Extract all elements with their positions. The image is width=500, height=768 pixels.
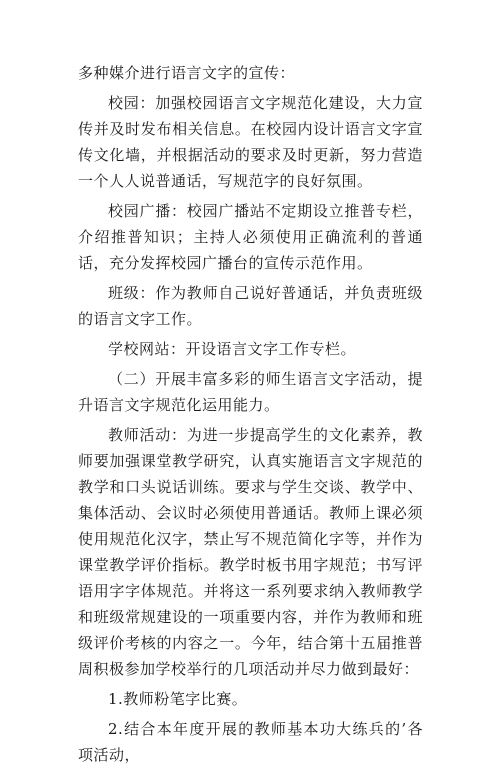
list-item-chalk-calligraphy: 1.教师粉笔字比赛。 [108, 690, 248, 708]
paragraph-class: 班级：作为教师自己说好普通话，并负责班级的语言文字工作。 [78, 284, 423, 328]
paragraph-campus: 校园：加强校园语言文字规范化建设，大力宣传并及时发布相关信息。在校园内设计语言文字宣传文化墙，并根据活动的要求及时更新，努力营造一个人人说普通话，写规范字的良好氛围。 [78, 94, 423, 190]
list-item-basic-skills: 2.结合本年度开展的教师基本功大练兵的’各项活动， [78, 720, 423, 764]
paragraph-campus-broadcast: 校园广播：校园广播站不定期设立推普专栏，介绍推普知识；主持人必须使用正确流利的普通话，充分发挥校园广播台的宣传示范作用。 [78, 202, 423, 272]
paragraph-school-website: 学校网站：开设语言文字工作专栏。 [108, 340, 357, 358]
paragraph-intro: 多种媒介进行语言文字的宣传： [78, 64, 296, 82]
paragraph-teacher-activities: 教师活动：为进一步提高学生的文化素养，教师要加强课堂教学研究，认真实施语言文字规范的教学和口头说话训练。要求与学生交谈、教学中、集体活动、会议时必须使用普通话。教师上课必须使用规范化汉字，禁止写不规范简化字等，并作为课堂教学评价指标。教学时板书用字规范；书写评语用字字体规范。并将这一系列要求纳入教师教学和班级常规建设的一项重要内容，并作为教师和班级评价考核的内容之一。今年，结合第十五届推普周积极参加学校举行的几项活动并尽力做到最好： [78, 426, 423, 678]
document-page [78, 60, 423, 768]
section-heading-activities: （二）开展丰富多彩的师生语言文字活动，提升语言文字规范化运用能力。 [78, 370, 423, 414]
